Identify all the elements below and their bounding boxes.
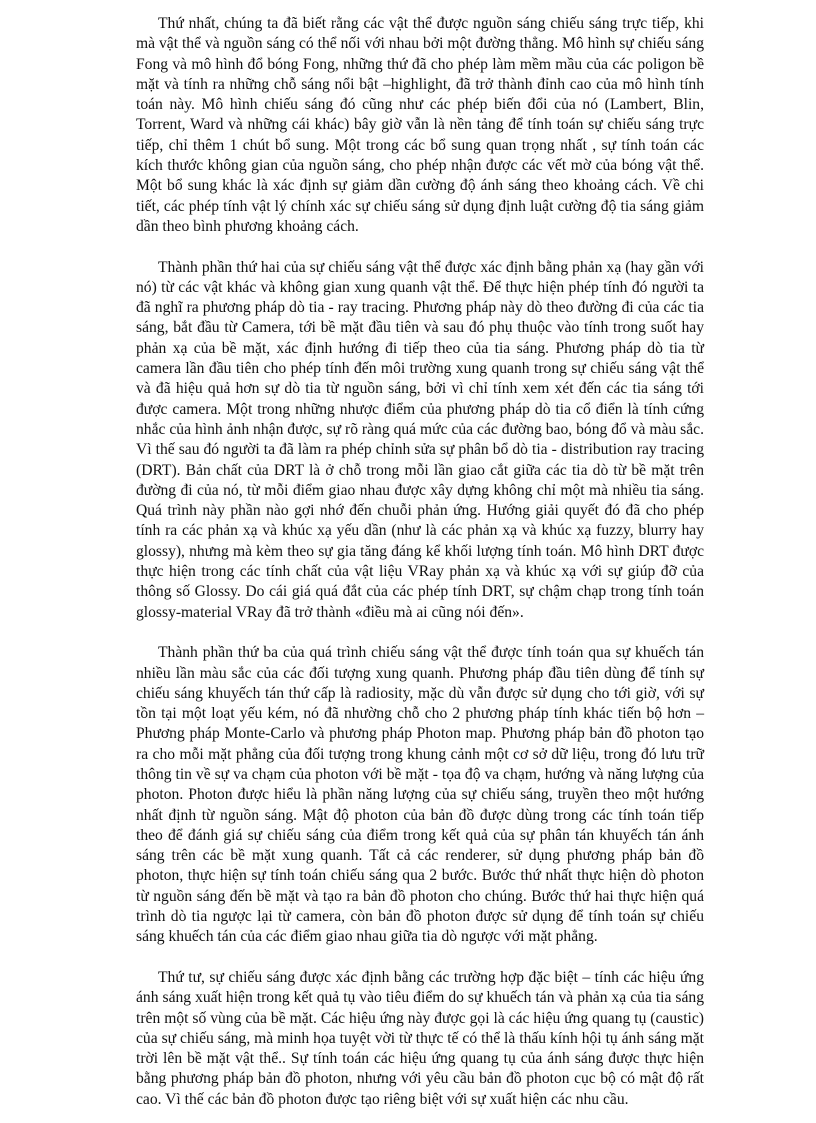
paragraph-spacer (136, 948, 704, 968)
paragraph-caustics: Thứ tư, sự chiếu sáng được xác định bằng các trường hợp đặc biệt – tính các hiệu ứng ánh sáng xuất hiện trong kết quả tụ vào tiêu điểm do sự khuếch tán và phản xạ của tia sáng trên một số vùng của bề mặt. Các hiệu ứng này được gọi là các hiệu ứng quang tụ (caustic) của sự chiếu sáng, mà minh họa tuyệt vời từ thực tế có thể là thấu kính hội tụ ánh sáng mặt trời lên bề mặt vật thể.. Sự tính toán các hiệu ứng quang tụ của ánh sáng được thực hiện bằng phương pháp bản đồ photon, nhưng với yêu cầu bản đồ photon cục bộ có mật độ rất cao. Vì thế các bản đồ photon được tạo riêng biệt với sự xuất hiện các nhu cầu. (136, 968, 704, 1108)
paragraph-ray-tracing: Thành phần thứ hai của sự chiếu sáng vật thể được xác định bằng phản xạ (hay gần với nó) từ các vật khác và không gian xung quanh vật thể. Để thực hiện phép tính đó người ta đã nghĩ ra phương pháp dò tia - ray tracing. Phương pháp này dò theo đường đi của các tia sáng, bắt đầu từ Camera, tới bề mặt đầu tiên và sau đó phụ thuộc vào tính trong suốt hay phản xạ của bề mặt, xác định hướng đi tiếp theo của tia sáng. Phương pháp dò tia từ camera lần đầu tiên cho phép tính đến môi trường xung quanh trong sự chiếu sáng vật thể và đã hiệu quả hơn sự dò tia từ nguồn sáng, bởi vì chỉ tính xem xét đến các tia sáng tới được camera. Một trong những nhược điểm của phương pháp dò tia cổ điển là tính cứng nhắc của hình ảnh nhận được, sự rõ ràng quá mức của các đường bao, bóng đổ và màu sắc. Vì thế sau đó người ta đã làm ra phép chỉnh sửa sự phân bổ dò tia - distribution ray tracing (DRT). Bản chất của DRT là ở chỗ trong mỗi lần giao cắt giữa các tia dò từ bề mặt trên đường đi của nó, từ mỗi điểm giao nhau được xây dựng không chỉ một mà nhiều tia sáng. Quá trình này phần nào gợi nhớ đến chuỗi phản ứng. Hướng giải quyết đó đã cho phép tính ra các phản xạ và khúc xạ yếu dần (như là các phản xạ và khúc xạ fuzzy, blurry hay glossy), nhưng mà kèm theo sự gia tăng đáng kể khối lượng tính toán. Mô hình DRT được thực hiện trong các tính chất của vật liệu VRay phản xạ và khúc xạ với sự giúp đỡ của thông số Glossy. Do cái giá quá đắt của các phép tính DRT, sự chậm chạp trong tính toán glossy-material VRay đã trở thành «điều mà ai cũng nói đến». (136, 258, 704, 621)
paragraph-spacer (136, 623, 704, 643)
paragraph-direct-illumination: Thứ nhất, chúng ta đã biết rằng các vật thể được nguồn sáng chiếu sáng trực tiếp, khi mà vật thể và nguồn sáng có thể nối với nhau bởi một đường thẳng. Mô hình sự chiếu sáng Fong và mô hình đổ bóng Fong, những thứ đã cho phép làm mềm mầu của các poligon bề mặt và tính ra những chỗ sáng nổi bật –highlight, đã trở thành đỉnh cao của mô hình tính toán này. Mô hình chiếu sáng đó cũng như các phép biến đổi của nó (Lambert, Blin, Torrent, Ward và những cái khác) bây giờ vẫn là nền tảng để tính toán sự chiếu sáng trực tiếp, chỉ thêm 1 chút bổ sung. Một trong các bổ sung quan trọng nhất , sự tính toán các kích thước không gian của nguồn sáng, cho phép nhận được các vết mờ của bóng vật thể. Một bổ sung khác là xác định sự giảm dần cường độ ánh sáng theo khoảng cách. Về chi tiết, các phép tính vật lý chính xác sự chiếu sáng sử dụng định luật cường độ tia sáng giảm dần theo bình phương khoảng cách. (136, 15, 704, 235)
document-page (136, 14, 704, 1110)
paragraph-photon-map: Thành phần thứ ba của quá trình chiếu sáng vật thể được tính toán qua sự khuếch tán nhiều lần màu sắc của các đối tượng xung quanh. Phương pháp đầu tiên dùng để tính sự chiếu sáng khuyếch tán thứ cấp là radiosity, mặc dù vẫn được sử dụng cho tới giờ, với sự tồn tại một loạt yếu kém, nó đã nhường chỗ cho 2 phương pháp tính khác tiến bộ hơn – Phương pháp Monte-Carlo và phương pháp Photon map. Phương pháp bản đồ photon tạo ra cho mỗi mặt phẳng của đối tượng trong khung cảnh một cơ sở dữ liệu, trong đó lưu trữ thông tin về sự va chạm của photon với bề mặt - tọa độ va chạm, hướng và năng lượng của photon. Photon được hiểu là phần năng lượng của sự chiếu sáng, truyền theo một hướng nhất định từ nguồn sáng. Mật độ photon của bản đồ được dùng trong các tính toán tiếp theo để đánh giá sự chiếu sáng của điểm trong kết quả của sự phân tán khuyếch tán ánh sáng trên các bề mặt xung quanh. Tất cả các renderer, sử dụng phương pháp bản đồ photon, thực hiện sự tính toán chiếu sáng qua 2 bước. Bước thứ nhất thực hiện dò photon từ nguồn sáng đến bề mặt và tạo ra bản đồ photon cho chúng. Bước thứ hai thực hiện quá trình dò tia ngược lại từ camera, còn bản đồ photon được sử dụng để tính toán sự chiếu sáng khuếch tán của các điểm giao nhau giữa tia dò ngược với mặt phẳng. (136, 644, 704, 946)
paragraph-spacer (136, 237, 704, 257)
